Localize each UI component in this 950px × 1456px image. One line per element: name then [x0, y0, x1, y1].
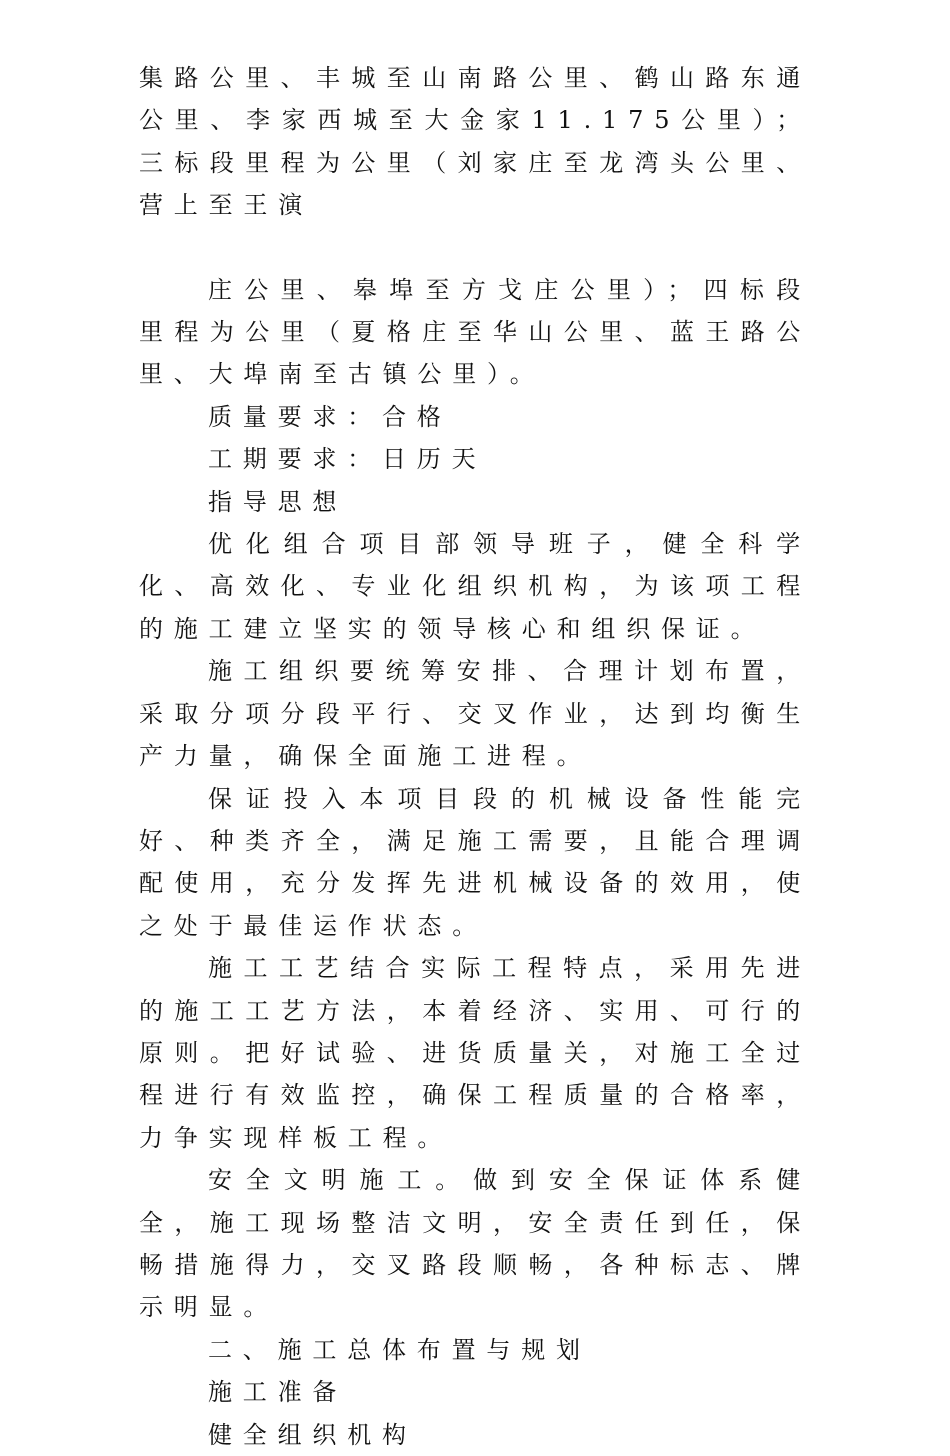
heading-section-two: 二、施工总体布置与规划 — [208, 1335, 591, 1364]
paragraph-schedule-requirement: 工期要求：日历天 — [208, 445, 487, 474]
paragraph-spacer — [139, 227, 811, 269]
heading-organization-structure: 健全组织机构 — [208, 1420, 417, 1449]
heading-construction-preparation: 施工准备 — [208, 1378, 348, 1407]
paragraph-planning: 施工组织要统筹安排、合理计划布置，采取分项分段平行、交叉作业，达到均衡生产力量，确保全面施工进程。 — [139, 657, 811, 771]
paragraph-route-continuation: 集路公里、丰城至山南路公里、鹤山路东通公里、李家西城至大金家11.175公里）；三标段里程为公里（刘家庄至龙湾头公里、营上至王演 — [139, 64, 811, 220]
document-body — [139, 57, 811, 1456]
paragraph-process: 施工工艺结合实际工程特点，采用先进的施工工艺方法，本着经济、实用、可行的原则。把好试验、进货质量关，对施工全过程进行有效监控，确保工程质量的合格率，力争实现样板工程。 — [139, 954, 811, 1152]
paragraph-quality-requirement: 质量要求：合格 — [208, 402, 452, 431]
paragraph-section-four-mileage: 庄公里、皋埠至方戈庄公里）；四标段里程为公里（夏格庄至华山公里、蓝王路公里、大埠南至古镇公里）。 — [139, 275, 811, 389]
paragraph-safety: 安全文明施工。做到安全保证体系健全，施工现场整洁文明，安全责任到任，保畅措施得力，交叉路段顺畅，各种标志、牌示明显。 — [139, 1166, 811, 1322]
paragraph-equipment: 保证投入本项目段的机械设备性能完好、种类齐全，满足施工需要，且能合理调配使用，充分发挥先进机械设备的效用，使之处于最佳运作状态。 — [139, 784, 811, 940]
paragraph-organization: 优化组合项目部领导班子，健全科学化、高效化、专业化组织机构，为该项工程的施工建立坚实的领导核心和组织保证。 — [139, 530, 811, 643]
heading-guiding-principle: 指导思想 — [208, 487, 348, 516]
